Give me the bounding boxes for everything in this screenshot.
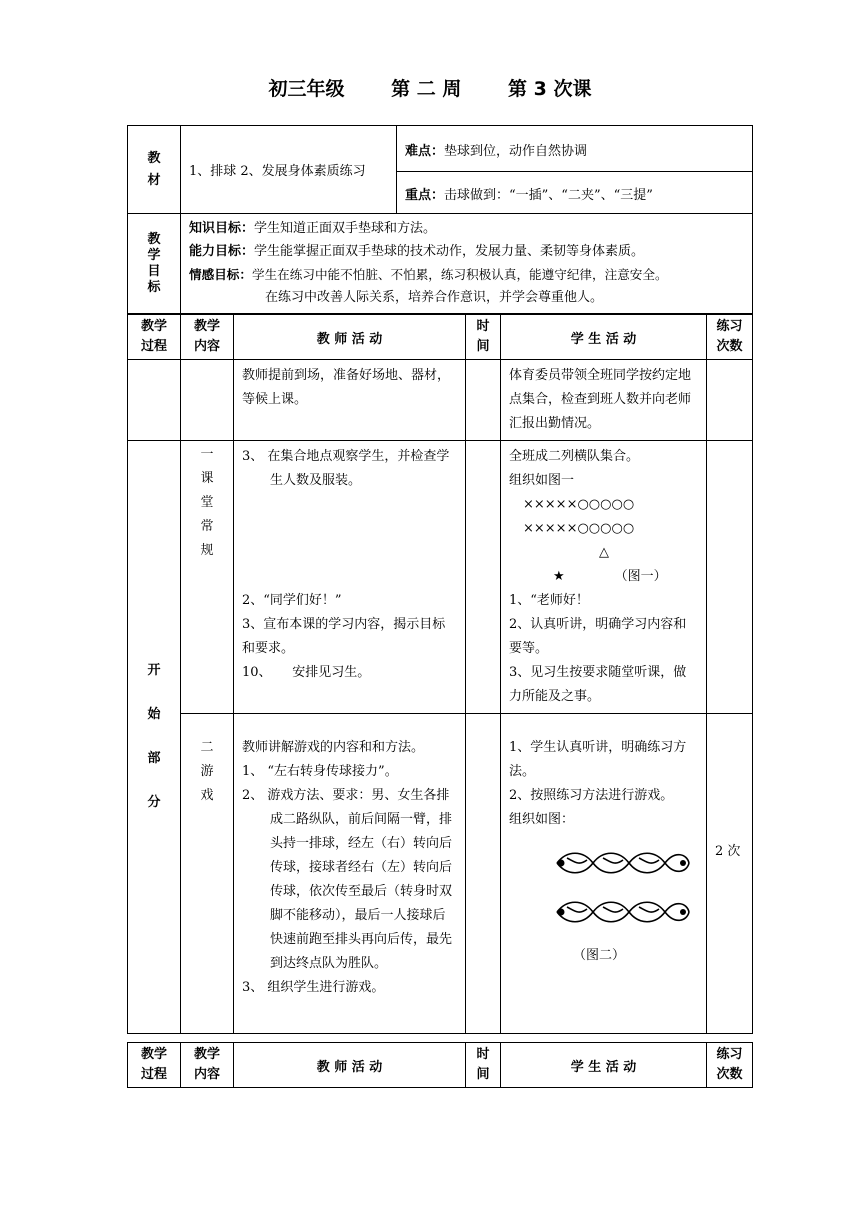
formation-row-1: ×××××○○○○○ (523, 497, 635, 512)
col-teacher-2: 教 师 活 动 (234, 1043, 466, 1088)
col-count: 练习 次数 (707, 315, 753, 360)
col-teacher: 教 师 活 动 (234, 315, 466, 360)
triangle-icon: △ (599, 545, 609, 560)
material-label: 教 材 (128, 126, 181, 214)
next-page-header (127, 1042, 753, 1088)
lesson: 第 3 次课 (508, 78, 592, 100)
main-table (127, 314, 753, 1034)
info-table (127, 125, 753, 314)
routine-teacher: 3、 在集合地点观察学生，并检查学生人数及服装。 2、“同学们好！” 3、宣布本课的学习内容，揭示目标和要求。 10、 安排见习生。 (234, 441, 466, 714)
fish-chain-icon-2 (509, 885, 698, 934)
phase-label: 开 始 部 分 (128, 441, 181, 1034)
material-text: 1、排球 2、发展身体素质练习 (181, 126, 397, 214)
fig2-caption: （图二） (573, 948, 626, 963)
game-content: 二 游 戏 (181, 714, 234, 1034)
col-student: 学 生 活 动 (501, 315, 707, 360)
difficulty: 难点：垫球到位，动作自然协调 (397, 126, 753, 172)
fish-chain-icon (509, 832, 698, 885)
col-content-2: 教学 内容 (181, 1043, 234, 1088)
game-count: 2 次 (707, 714, 753, 1034)
formation-row-2: ×××××○○○○○ (523, 521, 635, 536)
col-process-2: 教学 过程 (128, 1043, 181, 1088)
game-student: 1、学生认真听讲，明确练习方法。 2、按照练习方法进行游戏。 组织如图： （图二） (501, 714, 707, 1034)
key-point: 重点：击球做到：“一插”、“二夹”、“三提” (397, 172, 753, 214)
page-title (0, 74, 860, 101)
col-time: 时 间 (466, 315, 501, 360)
prep-student: 体育委员带领全班同学按约定地点集合，检查到班人数并向老师汇报出勤情况。 (501, 360, 707, 441)
col-time-2: 时 间 (466, 1043, 501, 1088)
prep-teacher: 教师提前到场，准备好场地、器材，等候上课。 (234, 360, 466, 441)
week: 第 二 周 (391, 78, 462, 100)
goals: 知识目标：学生知道正面双手垫球和方法。 能力目标：学生能掌握正面双手垫球的技术动作，发展力量、柔韧等身体素质。 情感目标：学生在练习中能不怕脏、不怕累，练习积极认真，能遵守纪律，注意安全。 在练习中改善人际关系，培养合作意识，并学会尊重他人。 (181, 214, 753, 314)
col-process: 教学 过程 (128, 315, 181, 360)
col-student-2: 学 生 活 动 (501, 1043, 707, 1088)
routine-content: 一 课 堂 常 规 (181, 441, 234, 714)
col-content: 教学 内容 (181, 315, 234, 360)
fig1-caption: （图一） (614, 569, 667, 584)
grade: 初三年级 (268, 78, 345, 100)
goals-label: 教 学 目 标 (128, 214, 181, 314)
game-teacher: 教师讲解游戏的内容和和方法。 1、 “左右转身传球接力”。 2、 游戏方法、要求：男、女生各排成二路纵队，前后间隔一臂，排头持一排球，经左（右）转向后传球，接球者经右（左）转向后传球，依次传至最后（转身时双脚不能移动），最后一人接球后快速前跑至排头再向后传，最先到达终点队为胜队。 3、 组织学生进行游戏。 (234, 714, 466, 1034)
col-count-2: 练习 次数 (707, 1043, 753, 1088)
star-icon: ★ (553, 569, 565, 584)
routine-student: 全班成二列横队集合。 组织如图一 ×××××○○○○○ ×××××○○○○○ △ ★ （图一） 1、“老师好！ 2、认真听讲，明确学习内容和要等。 3、见习生按要求随堂听课，做力所能及之事。 (501, 441, 707, 714)
